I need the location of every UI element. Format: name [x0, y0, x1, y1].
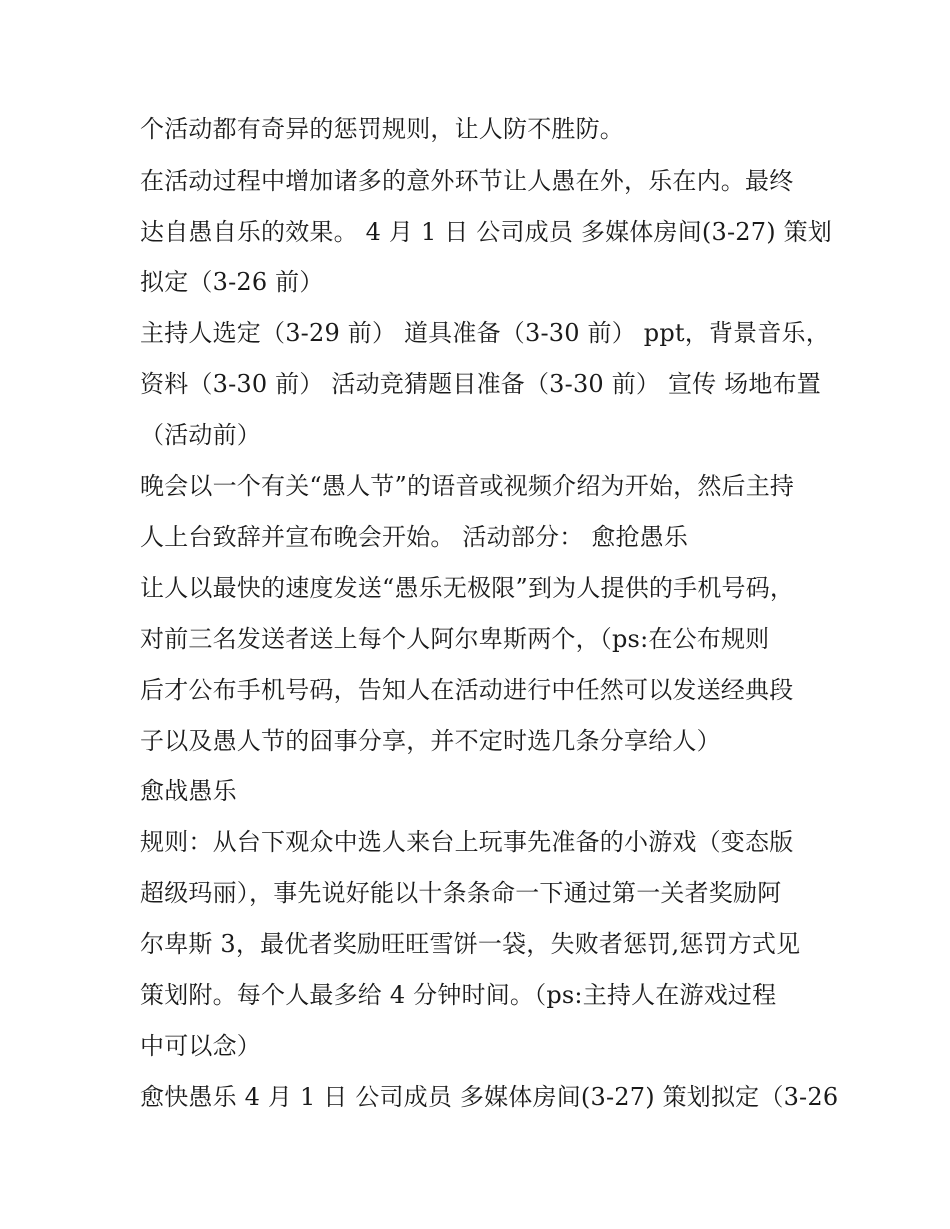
text-line: 对前三名发送者送上每个人阿尔卑斯两个，（ps:在公布规则 — [140, 625, 770, 653]
text-line: 规则：从台下观众中选人来台上玩事先准备的小游戏（变态版 — [140, 828, 794, 856]
text-line: 尔卑斯 3，最优者奖励旺旺雪饼一袋，失败者惩罚,惩罚方式见 — [140, 930, 801, 958]
text-line: 愈快愚乐 4 月 1 日 公司成员 多媒体房间(3-27) 策划拟定（3-26 — [140, 1083, 839, 1111]
text-line: 个活动都有奇异的惩罚规则，让人防不胜防。 — [140, 115, 624, 143]
text-line: 中可以念） — [140, 1032, 261, 1060]
text-line: 拟定（3-26 前） — [140, 268, 324, 296]
text-line: 人上台致辞并宣布晚会开始。 活动部分： 愈抢愚乐 — [140, 523, 689, 551]
text-line: 资料（3-30 前） 活动竞猜题目准备（3-30 前） 宣传 场地布置 — [140, 370, 821, 398]
text-line: 主持人选定（3-29 前） 道具准备（3-30 前） ppt，背景音乐， — [140, 319, 830, 347]
text-line: 晚会以一个有关“愚人节”的语音或视频介绍为开始，然后主持 — [140, 472, 795, 500]
text-line: 子以及愚人节的囧事分享，并不定时选几条分享给人） — [140, 727, 721, 755]
text-line: 愈战愚乐 — [140, 777, 237, 805]
text-line: 后才公布手机号码，告知人在活动进行中任然可以发送经典段 — [140, 676, 794, 704]
text-line: 达自愚自乐的效果。 4 月 1 日 公司成员 多媒体房间(3-27) 策划 — [140, 218, 832, 246]
text-line: 超级玛丽），事先说好能以十条条命一下通过第一关者奖励阿 — [140, 879, 782, 907]
text-line: 策划附。每个人最多给 4 分钟时间。（ps:主持人在游戏过程 — [140, 981, 777, 1009]
text-line: 在活动过程中增加诸多的意外环节让人愚在外，乐在内。最终 — [140, 167, 794, 195]
text-line: （活动前） — [140, 421, 261, 449]
text-line: 让人以最快的速度发送“愚乐无极限”到为人提供的手机号码， — [140, 574, 795, 602]
